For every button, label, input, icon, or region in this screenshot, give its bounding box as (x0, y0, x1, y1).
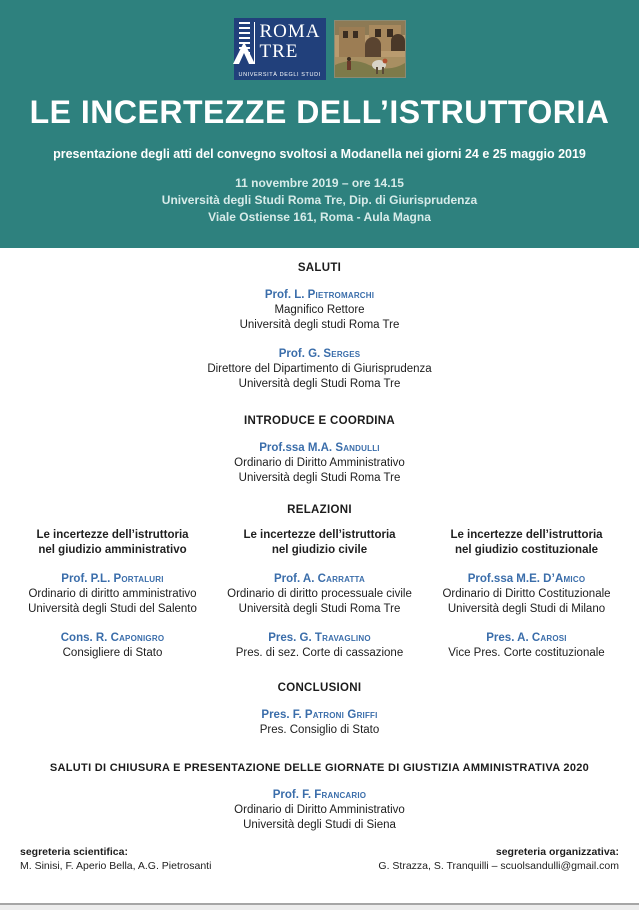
speaker-name-prefix: Prof. P.L. (61, 573, 111, 585)
speaker-name-prefix: Prof. L. (264, 289, 305, 301)
topic-line-1: Le incertezze dell’istruttoria (243, 529, 396, 541)
relazioni-columns (0, 528, 639, 661)
column-topic (14, 528, 211, 558)
header-banner (0, 0, 639, 248)
speaker-surname: Francario (314, 789, 367, 801)
speaker-name (0, 441, 639, 456)
speaker-role: Vice Pres. Corte costituzionale (448, 647, 605, 659)
event-venue: Università degli Studi Roma Tre, Dip. di Giurisprudenza (161, 193, 478, 207)
speaker-surname: Patroni Griffi (304, 709, 378, 721)
program-body (0, 262, 639, 873)
speaker-role: Direttore del Dipartimento di Giurisprudenza (207, 363, 432, 375)
topic-line-1: Le incertezze dell’istruttoria (450, 529, 603, 541)
roma-tre-logo (234, 18, 326, 80)
section-heading-conclusioni: CONCLUSIONI (277, 682, 362, 694)
speaker-affiliation: Università degli Studi Roma Tre (238, 603, 401, 615)
page-subtitle: presentazione degli atti del convegno svoltosi a Modanella nei giorni 24 e 25 maggio 2019 (53, 147, 586, 161)
speaker-surname: Pietromarchi (307, 289, 375, 301)
speaker-affiliation: Università degli Studi di Milano (447, 603, 606, 615)
speaker-name (0, 288, 639, 303)
speaker-affiliation: Università degli studi Roma Tre (239, 319, 400, 331)
scientific-secretariat-names: M. Sinisi, F. Aperio Bella, A.G. Pietrosanti (20, 860, 212, 872)
speaker-surname: D’Amico (543, 573, 586, 585)
roma-tre-logo-text (254, 22, 320, 64)
column-amministrativo (14, 528, 211, 661)
organizing-secretariat (378, 845, 619, 873)
speaker-affiliation: Università degli Studi Roma Tre (238, 472, 401, 484)
speaker-portaluri (14, 572, 211, 617)
speaker-francario (0, 788, 639, 833)
section-heading-saluti: SALUTI (297, 262, 342, 274)
logo-word-roma: ROMA (259, 21, 321, 42)
topic-line-2: nel giudizio civile (271, 544, 368, 556)
speaker-role: Ordinario di diritto processuale civile (227, 588, 412, 600)
speaker-name-prefix: Pres. G. (268, 632, 312, 644)
scientific-secretariat-label: segreteria scientifica: (20, 846, 128, 858)
speaker-name (0, 788, 639, 803)
speaker-name-prefix: Prof. F. (272, 789, 312, 801)
speaker-role: Ordinario di diritto amministrativo (28, 588, 197, 600)
fresco-painting-image (334, 20, 406, 78)
organizing-secretariat-label: segreteria organizzativa: (495, 846, 619, 858)
speaker-name (0, 708, 639, 723)
logo-word-tre: TRE (259, 41, 299, 62)
event-details (0, 175, 639, 226)
speaker-name-prefix: Prof.ssa M.E. (467, 573, 540, 585)
roma-tre-arch-icon (239, 22, 251, 64)
speaker-surname: Portaluri (113, 573, 164, 585)
speaker-name (428, 631, 625, 646)
event-address: Viale Ostiense 161, Roma - Aula Magna (208, 210, 431, 224)
logo-row (0, 17, 639, 81)
speaker-surname: Sandulli (335, 442, 380, 454)
section-heading-chiusura: SALUTI DI CHIUSURA E PRESENTAZIONE DELLE GIORNATE DI GIUSTIZIA AMMINISTRATIVA 2020 (49, 762, 590, 774)
scientific-secretariat (20, 845, 211, 873)
speaker-patroni-griffi (0, 708, 639, 738)
speaker-surname: Carosi (531, 632, 567, 644)
speaker-name (221, 631, 418, 646)
speaker-name-prefix: Pres. A. (486, 632, 529, 644)
topic-line-2: nel giudizio amministrativo (38, 544, 187, 556)
speaker-surname: Serges (323, 348, 361, 360)
speaker-travaglino (221, 631, 418, 661)
speaker-name-prefix: Pres. F. (261, 709, 302, 721)
column-topic (221, 528, 418, 558)
speaker-pietromarchi (0, 288, 639, 333)
speaker-name-prefix: Prof. A. (273, 573, 315, 585)
speaker-name (428, 572, 625, 587)
speaker-role: Pres. Consiglio di Stato (259, 724, 380, 736)
speaker-carosi (428, 631, 625, 661)
speaker-role: Ordinario di Diritto Amministrativo (234, 457, 405, 469)
roma-tre-logo-top (239, 22, 321, 64)
section-heading-relazioni: RELAZIONI (287, 504, 352, 516)
speaker-caponigro (14, 631, 211, 661)
event-datetime: 11 novembre 2019 – ore 14.15 (235, 176, 404, 190)
speaker-affiliation: Università degli Studi del Salento (28, 603, 197, 615)
column-topic (428, 528, 625, 558)
speaker-damico (428, 572, 625, 617)
page-title: LE INCERTEZZE DELL’ISTRUTTORIA (29, 94, 610, 130)
speaker-serges (0, 347, 639, 392)
speaker-name-prefix: Prof.ssa M.A. (259, 442, 333, 454)
column-civile (221, 528, 418, 661)
speaker-affiliation: Università degli Studi di Siena (243, 819, 396, 831)
speaker-surname: Travaglino (314, 632, 371, 644)
speaker-role: Ordinario di Diritto Amministrativo (234, 804, 405, 816)
speaker-name (221, 572, 418, 587)
speaker-role: Consigliere di Stato (62, 647, 163, 659)
speaker-name (0, 347, 639, 362)
speaker-surname: Caponigro (110, 632, 165, 644)
column-costituzionale (428, 528, 625, 661)
section-heading-introduce: INTRODUCE E COORDINA (243, 415, 396, 427)
speaker-role: Magnifico Rettore (274, 304, 365, 316)
speaker-name-prefix: Prof. G. (278, 348, 321, 360)
speaker-name (14, 572, 211, 587)
organizing-secretariat-names: G. Strazza, S. Tranquilli – scuolsandulli@gmail.com (378, 860, 619, 872)
speaker-role: Pres. di sez. Corte di cassazione (235, 647, 404, 659)
page-bottom-strip (0, 905, 639, 910)
speaker-name (14, 631, 211, 646)
speaker-name-prefix: Cons. R. (60, 632, 108, 644)
secretariat-footer (0, 845, 639, 873)
logo-caption: UNIVERSITÀ DEGLI STUDI (238, 72, 321, 78)
speaker-role: Ordinario di Diritto Costituzionale (442, 588, 611, 600)
topic-line-2: nel giudizio costituzionale (454, 544, 599, 556)
speaker-affiliation: Università degli Studi Roma Tre (238, 378, 401, 390)
speaker-surname: Carratta (317, 573, 366, 585)
speaker-carratta (221, 572, 418, 617)
speaker-sandulli (0, 441, 639, 486)
topic-line-1: Le incertezze dell’istruttoria (36, 529, 189, 541)
